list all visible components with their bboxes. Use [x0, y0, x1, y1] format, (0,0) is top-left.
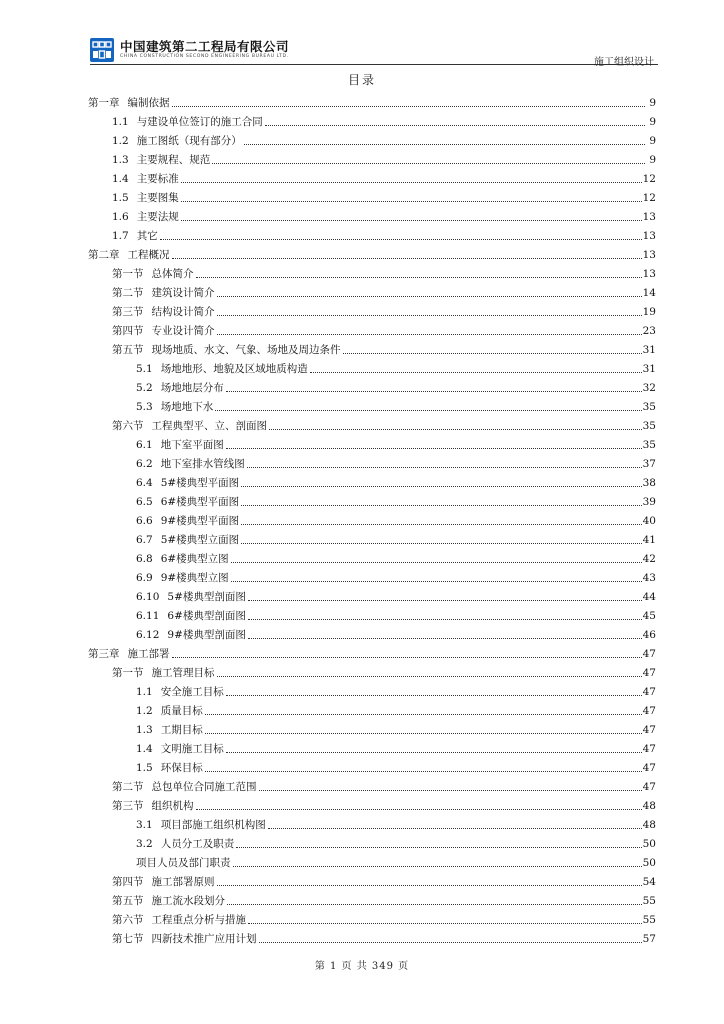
toc-entry-page: 57 [642, 933, 656, 945]
toc-leader-dots [172, 258, 642, 259]
toc-entry[interactable] [88, 281, 656, 300]
toc-entry-title: 6#楼典型平面图 [160, 496, 240, 508]
toc-entry-number: 6.4 [136, 477, 153, 489]
toc-entry[interactable] [88, 300, 656, 319]
toc-entry-number: 第三节 [112, 800, 144, 812]
toc-entry-page: 44 [642, 591, 656, 603]
toc-entry-page: 13 [642, 268, 656, 280]
toc-entry[interactable] [88, 585, 656, 604]
toc-entry-number: 1.5 [136, 762, 153, 774]
toc-entry[interactable] [88, 91, 656, 110]
toc-entry[interactable] [88, 794, 656, 813]
toc-entry-page: 38 [642, 477, 656, 489]
toc-entry-page: 47 [642, 667, 656, 679]
toc-leader-dots [205, 771, 642, 772]
toc-entry-number: 第一章 [88, 97, 120, 109]
toc-entry-title: 工程典型平、立、剖面图 [151, 420, 267, 432]
toc-leader-dots [217, 315, 642, 316]
toc-entry[interactable] [88, 148, 656, 167]
toc-leader-dots [227, 904, 642, 905]
toc-entry[interactable] [88, 490, 656, 509]
toc-leader-dots [248, 923, 642, 924]
toc-entry-page: 23 [642, 325, 656, 337]
toc-leader-dots [343, 353, 642, 354]
toc-entry-title: 施工部署 [127, 648, 170, 660]
toc-entry-title: 6#楼典型立图 [160, 553, 229, 565]
toc-entry-title: 与建设单位签订的施工合同 [136, 116, 263, 128]
toc-entry-title: 9#楼典型剖面图 [167, 629, 246, 641]
toc-entry[interactable] [88, 775, 656, 794]
toc-entry-page: 9 [649, 135, 656, 147]
toc-leader-dots [217, 676, 642, 677]
toc-entry-number: 6.9 [136, 572, 153, 584]
toc-entry-number: 6.5 [136, 496, 153, 508]
toc-leader-dots [268, 828, 642, 829]
toc-entry-page: 45 [642, 610, 656, 622]
toc-entry-number: 3.1 [136, 819, 153, 831]
toc-leader-dots [233, 866, 642, 867]
toc-entry-number: 1.1 [136, 686, 153, 698]
toc-entry-title: 9#楼典型立图 [160, 572, 229, 584]
toc-entry-title: 5#楼典型平面图 [160, 477, 240, 489]
company-name-en: CHINA CONSTRUCTION SECOND ENGINEERING BUREAU LTD. [120, 54, 289, 59]
toc-entry-title: 专业设计简介 [151, 325, 215, 337]
toc-entry[interactable] [88, 376, 656, 395]
toc-entry-title: 建筑设计简介 [151, 287, 215, 299]
toc-entry[interactable] [88, 547, 656, 566]
toc-entry-page: 31 [642, 363, 656, 375]
toc-entry-title: 场地地层分布 [160, 382, 224, 394]
toc-entry-title: 工期目标 [160, 724, 203, 736]
toc-entry-page: 9 [649, 97, 656, 109]
toc-entry-title: 场地地形、地貌及区域地质构造 [160, 363, 308, 375]
toc-leader-dots [265, 125, 645, 126]
toc-entry[interactable] [88, 642, 656, 661]
toc-entry-number: 6.7 [136, 534, 153, 546]
toc-entry-title: 施工图纸（现有部分） [136, 135, 242, 147]
toc-entry-number: 第四节 [112, 876, 144, 888]
toc-leader-dots [172, 657, 642, 658]
toc-leader-dots [215, 410, 641, 411]
toc-entry-number: 5.2 [136, 382, 153, 394]
toc-entry-page: 37 [642, 458, 656, 470]
toc-leader-dots [226, 391, 642, 392]
toc-entry[interactable] [88, 813, 656, 832]
toc-leader-dots [241, 486, 641, 487]
toc-entry[interactable] [88, 509, 656, 528]
toc-entry-number: 5.3 [136, 401, 153, 413]
toc-entry-number: 1.7 [112, 230, 129, 242]
toc-leader-dots [172, 106, 646, 107]
toc-entry-title: 施工流水段划分 [151, 895, 225, 907]
toc-entry-number: 6.12 [136, 629, 160, 641]
toc-entry-number: 1.4 [136, 743, 153, 755]
toc-entry-title: 施工部署原则 [151, 876, 215, 888]
toc-leader-dots [259, 790, 642, 791]
toc-entry-page: 50 [642, 838, 656, 850]
toc-entry-page: 47 [642, 743, 656, 755]
toc-entry-title: 项目人员及部门职责 [136, 857, 231, 869]
toc-entry-page: 13 [642, 211, 656, 223]
toc-entry[interactable] [88, 927, 656, 946]
toc-entry[interactable] [88, 851, 656, 870]
toc-entry-title: 场地地下水 [160, 401, 214, 413]
toc-leader-dots [226, 448, 642, 449]
toc-entry-number: 第六节 [112, 420, 144, 432]
toc-entry-title: 项目部施工组织机构图 [160, 819, 266, 831]
toc-entry-title: 环保目标 [160, 762, 203, 774]
toc-leader-dots [181, 201, 642, 202]
table-of-contents [88, 91, 656, 946]
toc-leader-dots [248, 600, 642, 601]
toc-leader-dots [217, 885, 642, 886]
toc-entry[interactable] [88, 680, 656, 699]
toc-leader-dots [310, 372, 642, 373]
toc-entry-title: 主要规程、规范 [136, 154, 211, 166]
toc-entry[interactable] [88, 129, 656, 148]
toc-entry[interactable] [88, 737, 656, 756]
toc-entry-page: 9 [649, 154, 656, 166]
toc-entry-page: 47 [642, 705, 656, 717]
toc-entry[interactable] [88, 566, 656, 585]
toc-entry-page: 35 [642, 439, 656, 451]
toc-leader-dots [231, 562, 642, 563]
toc-entry-number: 1.3 [112, 154, 129, 166]
toc-entry[interactable] [88, 338, 656, 357]
document-type: 施工组织设计 [594, 57, 654, 68]
toc-entry-title: 总包单位合同施工范围 [151, 781, 257, 793]
toc-entry-page: 47 [642, 686, 656, 698]
toc-entry-page: 12 [642, 192, 656, 204]
toc-leader-dots [226, 695, 642, 696]
toc-leader-dots [248, 619, 642, 620]
toc-entry-number: 1.1 [112, 116, 129, 128]
toc-entry-number: 第一节 [112, 667, 144, 679]
toc-leader-dots [259, 942, 642, 943]
toc-entry-page: 9 [649, 116, 656, 128]
toc-title: 目录 [347, 73, 376, 87]
toc-entry-page: 39 [642, 496, 656, 508]
toc-leader-dots [248, 638, 642, 639]
toc-leader-dots [196, 809, 642, 810]
toc-entry[interactable] [88, 186, 656, 205]
toc-entry[interactable] [88, 414, 656, 433]
toc-entry-title: 工程重点分析与措施 [151, 914, 246, 926]
toc-leader-dots [181, 182, 642, 183]
toc-entry-page: 41 [642, 534, 656, 546]
toc-entry-title: 6#楼典型剖面图 [167, 610, 246, 622]
toc-entry-title: 文明施工目标 [160, 743, 224, 755]
toc-entry[interactable] [88, 870, 656, 889]
toc-entry-title: 总体简介 [151, 268, 194, 280]
toc-entry-title: 5#楼典型立面图 [160, 534, 240, 546]
toc-entry-page: 35 [642, 420, 656, 432]
toc-entry[interactable] [88, 889, 656, 908]
toc-leader-dots [196, 277, 642, 278]
toc-entry-number: 第三节 [112, 306, 144, 318]
toc-entry[interactable] [88, 908, 656, 927]
toc-entry-page: 47 [642, 781, 656, 793]
toc-entry-page: 31 [642, 344, 656, 356]
page-header [90, 38, 658, 68]
toc-entry-title: 地下室平面图 [160, 439, 224, 451]
toc-entry-page: 42 [642, 553, 656, 565]
toc-entry-page: 43 [642, 572, 656, 584]
toc-leader-dots [160, 239, 642, 240]
toc-entry-number: 6.8 [136, 553, 153, 565]
toc-entry-title: 其它 [136, 230, 158, 242]
toc-entry[interactable] [88, 262, 656, 281]
cscec-logo-icon [90, 38, 114, 62]
toc-leader-dots [217, 296, 642, 297]
toc-entry-page: 54 [642, 876, 656, 888]
toc-entry-number: 6.1 [136, 439, 153, 451]
toc-entry[interactable] [88, 452, 656, 471]
toc-entry-page: 35 [642, 401, 656, 413]
toc-leader-dots [244, 144, 645, 145]
toc-leader-dots [205, 714, 642, 715]
toc-entry-title: 四新技术推广应用计划 [151, 933, 257, 945]
toc-entry[interactable] [88, 756, 656, 775]
toc-leader-dots [217, 334, 642, 335]
toc-entry-page: 13 [642, 249, 656, 261]
toc-entry-title: 工程概况 [127, 249, 170, 261]
toc-entry[interactable] [88, 699, 656, 718]
toc-entry-page: 14 [642, 287, 656, 299]
toc-entry[interactable] [88, 395, 656, 414]
toc-entry[interactable] [88, 433, 656, 452]
toc-entry-number: 5.1 [136, 363, 153, 375]
toc-entry-title: 组织机构 [151, 800, 194, 812]
toc-entry[interactable] [88, 718, 656, 737]
toc-entry-page: 47 [642, 724, 656, 736]
toc-entry-page: 19 [642, 306, 656, 318]
toc-entry-page: 55 [642, 895, 656, 907]
toc-entry-number: 第六节 [112, 914, 144, 926]
toc-entry-number: 1.6 [112, 211, 129, 223]
toc-leader-dots [247, 467, 642, 468]
toc-entry-title: 结构设计简介 [151, 306, 215, 318]
toc-entry-number: 3.2 [136, 838, 153, 850]
toc-entry[interactable] [88, 471, 656, 490]
toc-entry-number: 6.11 [136, 610, 160, 622]
toc-entry-title: 安全施工目标 [160, 686, 224, 698]
toc-leader-dots [181, 220, 642, 221]
toc-entry[interactable] [88, 832, 656, 851]
toc-entry-number: 第二节 [112, 781, 144, 793]
toc-entry[interactable] [88, 623, 656, 642]
toc-entry-title: 地下室排水管线图 [160, 458, 245, 470]
toc-entry-title: 9#楼典型平面图 [160, 515, 240, 527]
toc-leader-dots [231, 581, 642, 582]
toc-entry-number: 6.6 [136, 515, 153, 527]
toc-entry-number: 6.10 [136, 591, 160, 603]
toc-entry-page: 46 [642, 629, 656, 641]
toc-entry-number: 第五节 [112, 895, 144, 907]
toc-entry-title: 主要法规 [136, 211, 179, 223]
toc-entry[interactable] [88, 357, 656, 376]
toc-entry-page: 40 [642, 515, 656, 527]
toc-entry[interactable] [88, 167, 656, 186]
toc-entry-page: 47 [642, 648, 656, 660]
toc-entry-number: 6.2 [136, 458, 153, 470]
toc-entry[interactable] [88, 243, 656, 262]
toc-entry-number: 1.3 [136, 724, 153, 736]
toc-entry-title: 主要图集 [136, 192, 179, 204]
toc-leader-dots [241, 505, 641, 506]
toc-entry-page: 48 [642, 819, 656, 831]
toc-entry-number: 第四节 [112, 325, 144, 337]
toc-entry-title: 编制依据 [127, 97, 170, 109]
toc-entry[interactable] [88, 205, 656, 224]
toc-entry-title: 主要标准 [136, 173, 179, 185]
toc-entry-page: 48 [642, 800, 656, 812]
company-name-cn: 中国建筑第二工程局有限公司 [120, 39, 290, 54]
toc-entry-number: 第三章 [88, 648, 120, 660]
toc-entry[interactable] [88, 528, 656, 547]
toc-entry-page: 47 [642, 762, 656, 774]
toc-entry[interactable] [88, 661, 656, 680]
toc-entry-page: 55 [642, 914, 656, 926]
toc-leader-dots [236, 847, 641, 848]
toc-entry-number: 第一节 [112, 268, 144, 280]
toc-entry[interactable] [88, 110, 656, 129]
toc-entry[interactable] [88, 319, 656, 338]
toc-entry-number: 1.5 [112, 192, 129, 204]
toc-entry-title: 5#楼典型剖面图 [167, 591, 246, 603]
toc-entry-title: 现场地质、水文、气象、场地及周边条件 [151, 344, 341, 356]
toc-entry[interactable] [88, 604, 656, 623]
toc-entry-page: 50 [642, 857, 656, 869]
toc-leader-dots [212, 163, 645, 164]
page-footer: 第 1 页 共 349 页 [314, 961, 410, 972]
toc-entry-number: 第二章 [88, 249, 120, 261]
toc-entry-title: 人员分工及职责 [160, 838, 235, 850]
toc-entry-page: 13 [642, 230, 656, 242]
toc-entry-title: 施工管理目标 [151, 667, 215, 679]
toc-entry-number: 第七节 [112, 933, 144, 945]
toc-leader-dots [241, 524, 641, 525]
toc-entry-number: 第五节 [112, 344, 144, 356]
toc-entry-page: 32 [642, 382, 656, 394]
toc-leader-dots [226, 752, 642, 753]
toc-entry-number: 第二节 [112, 287, 144, 299]
toc-leader-dots [205, 733, 642, 734]
toc-entry-page: 12 [642, 173, 656, 185]
toc-entry-number: 1.2 [112, 135, 129, 147]
toc-entry-number: 1.2 [136, 705, 153, 717]
toc-leader-dots [241, 543, 641, 544]
toc-entry[interactable] [88, 224, 656, 243]
toc-leader-dots [269, 429, 642, 430]
toc-entry-title: 质量目标 [160, 705, 203, 717]
toc-entry-number: 1.4 [112, 173, 129, 185]
